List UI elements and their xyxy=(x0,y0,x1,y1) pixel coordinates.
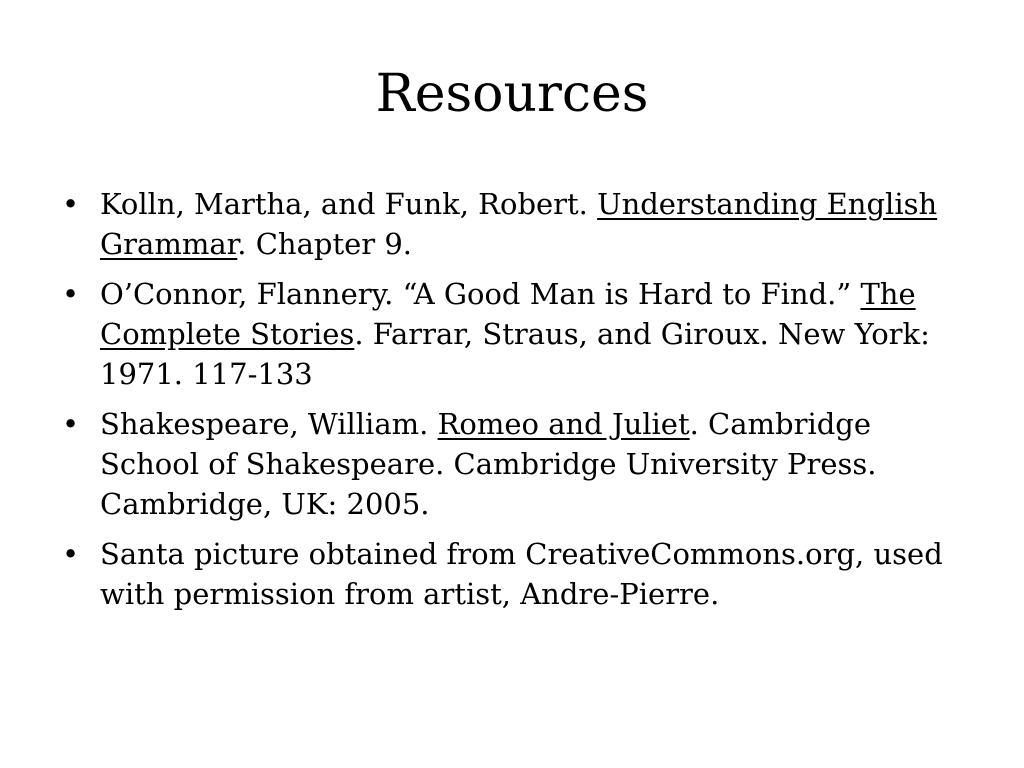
list-item xyxy=(62,534,977,614)
list-item xyxy=(62,184,977,264)
citation-text: Shakespeare, William. xyxy=(100,407,438,441)
bullet-icon: • xyxy=(62,537,80,571)
book-title: Romeo and Juliet xyxy=(437,407,690,441)
citation-text: . Chapter 9. xyxy=(237,227,413,261)
book-title: The Complete Stories xyxy=(100,277,916,351)
list-item xyxy=(62,274,977,394)
bullet-icon: • xyxy=(62,407,80,441)
list-item xyxy=(62,404,977,524)
citation-text: O’Connor, Flannery. “A Good Man is Hard to Find.” xyxy=(100,277,861,311)
citation-text: Kolln, Martha, and Funk, Robert. xyxy=(100,187,598,221)
citation-text: . Farrar, Straus, and Giroux. New York: 1971. 117-133 xyxy=(100,317,930,391)
book-title: Understanding English Grammar xyxy=(100,187,938,261)
citation-text: Santa picture obtained from CreativeCommons.org, used with permission from artist, Andre-Pierre. xyxy=(100,537,943,611)
slide-title: Resources xyxy=(375,64,649,124)
citation-text: . Cambridge School of Shakespeare. Cambridge University Press. Cambridge, UK: 2005. xyxy=(100,407,877,521)
bullet-icon: • xyxy=(62,277,80,311)
resource-list xyxy=(62,184,977,624)
bullet-icon: • xyxy=(62,187,80,221)
